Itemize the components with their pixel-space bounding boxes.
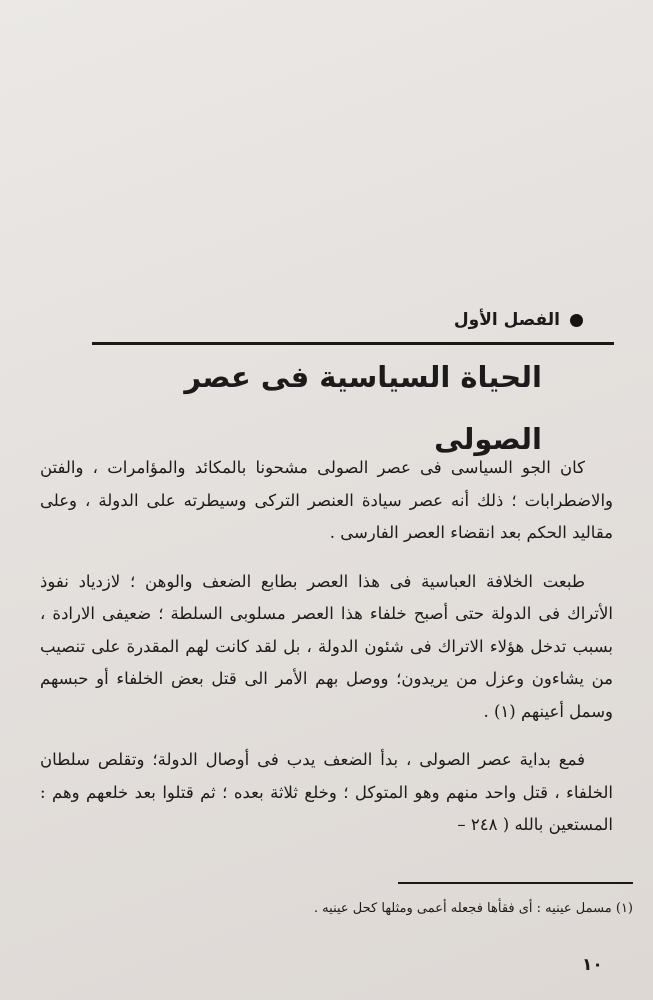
footnote: (١) مسمل عينيه : أى فقأها فجعله أعمى ومثلها كحل عينيه .	[313, 901, 633, 916]
footnote-rule	[398, 882, 633, 884]
page-number: ١٠	[582, 955, 603, 975]
chapter-title: الحياة السياسية فى عصر الصولى	[184, 360, 542, 456]
paragraph-3: فمع بداية عصر الصولى ، بدأ الضعف يدب فى أوصال الدولة؛ وتقلص سلطان الخلفاء ، قتل واحد منهم وهو المتوكل ؛ وخلع ثلاثة بعده ؛ ثم قتلوا بعد خلعهم وهم : المستعين بالله ( ٢٤٨ –	[40, 750, 613, 834]
title-rule	[92, 342, 614, 345]
chapter-label: الفصل الأول	[453, 310, 560, 330]
paragraph-1: كان الجو السياسى فى عصر الصولى مشحونا بالمكائد والمؤامرات ، والفتن والاضطرابات ؛ ذلك أنه عصر سيادة العنصر التركى وسيطرته على الدولة ، وعلى مقاليد الحكم بعد انقضاء العصر الفارسى .	[40, 458, 613, 542]
paragraph-2: طبعت الخلافة العباسية فى هذا العصر بطابع الضعف والوهن ؛ لازدياد نفوذ الأتراك فى الدولة حتى أصبح خلفاء هذا العصر مسلوبى السلطة ؛ ضعيفى الارادة ، بسبب تدخل هؤلاء الاتراك فى شئون الدولة ، بل لقد كانت لهم المقدرة على تنصيب من يشاءون وعزل من يريدون؛ ووصل بهم الأمر الى قتل بعض الخلفاء أو حبسهم وسمل أعينهم (١) .	[40, 571, 613, 721]
bullet-dot-icon	[570, 314, 583, 327]
body-text	[40, 452, 613, 858]
chapter-heading	[454, 310, 583, 330]
